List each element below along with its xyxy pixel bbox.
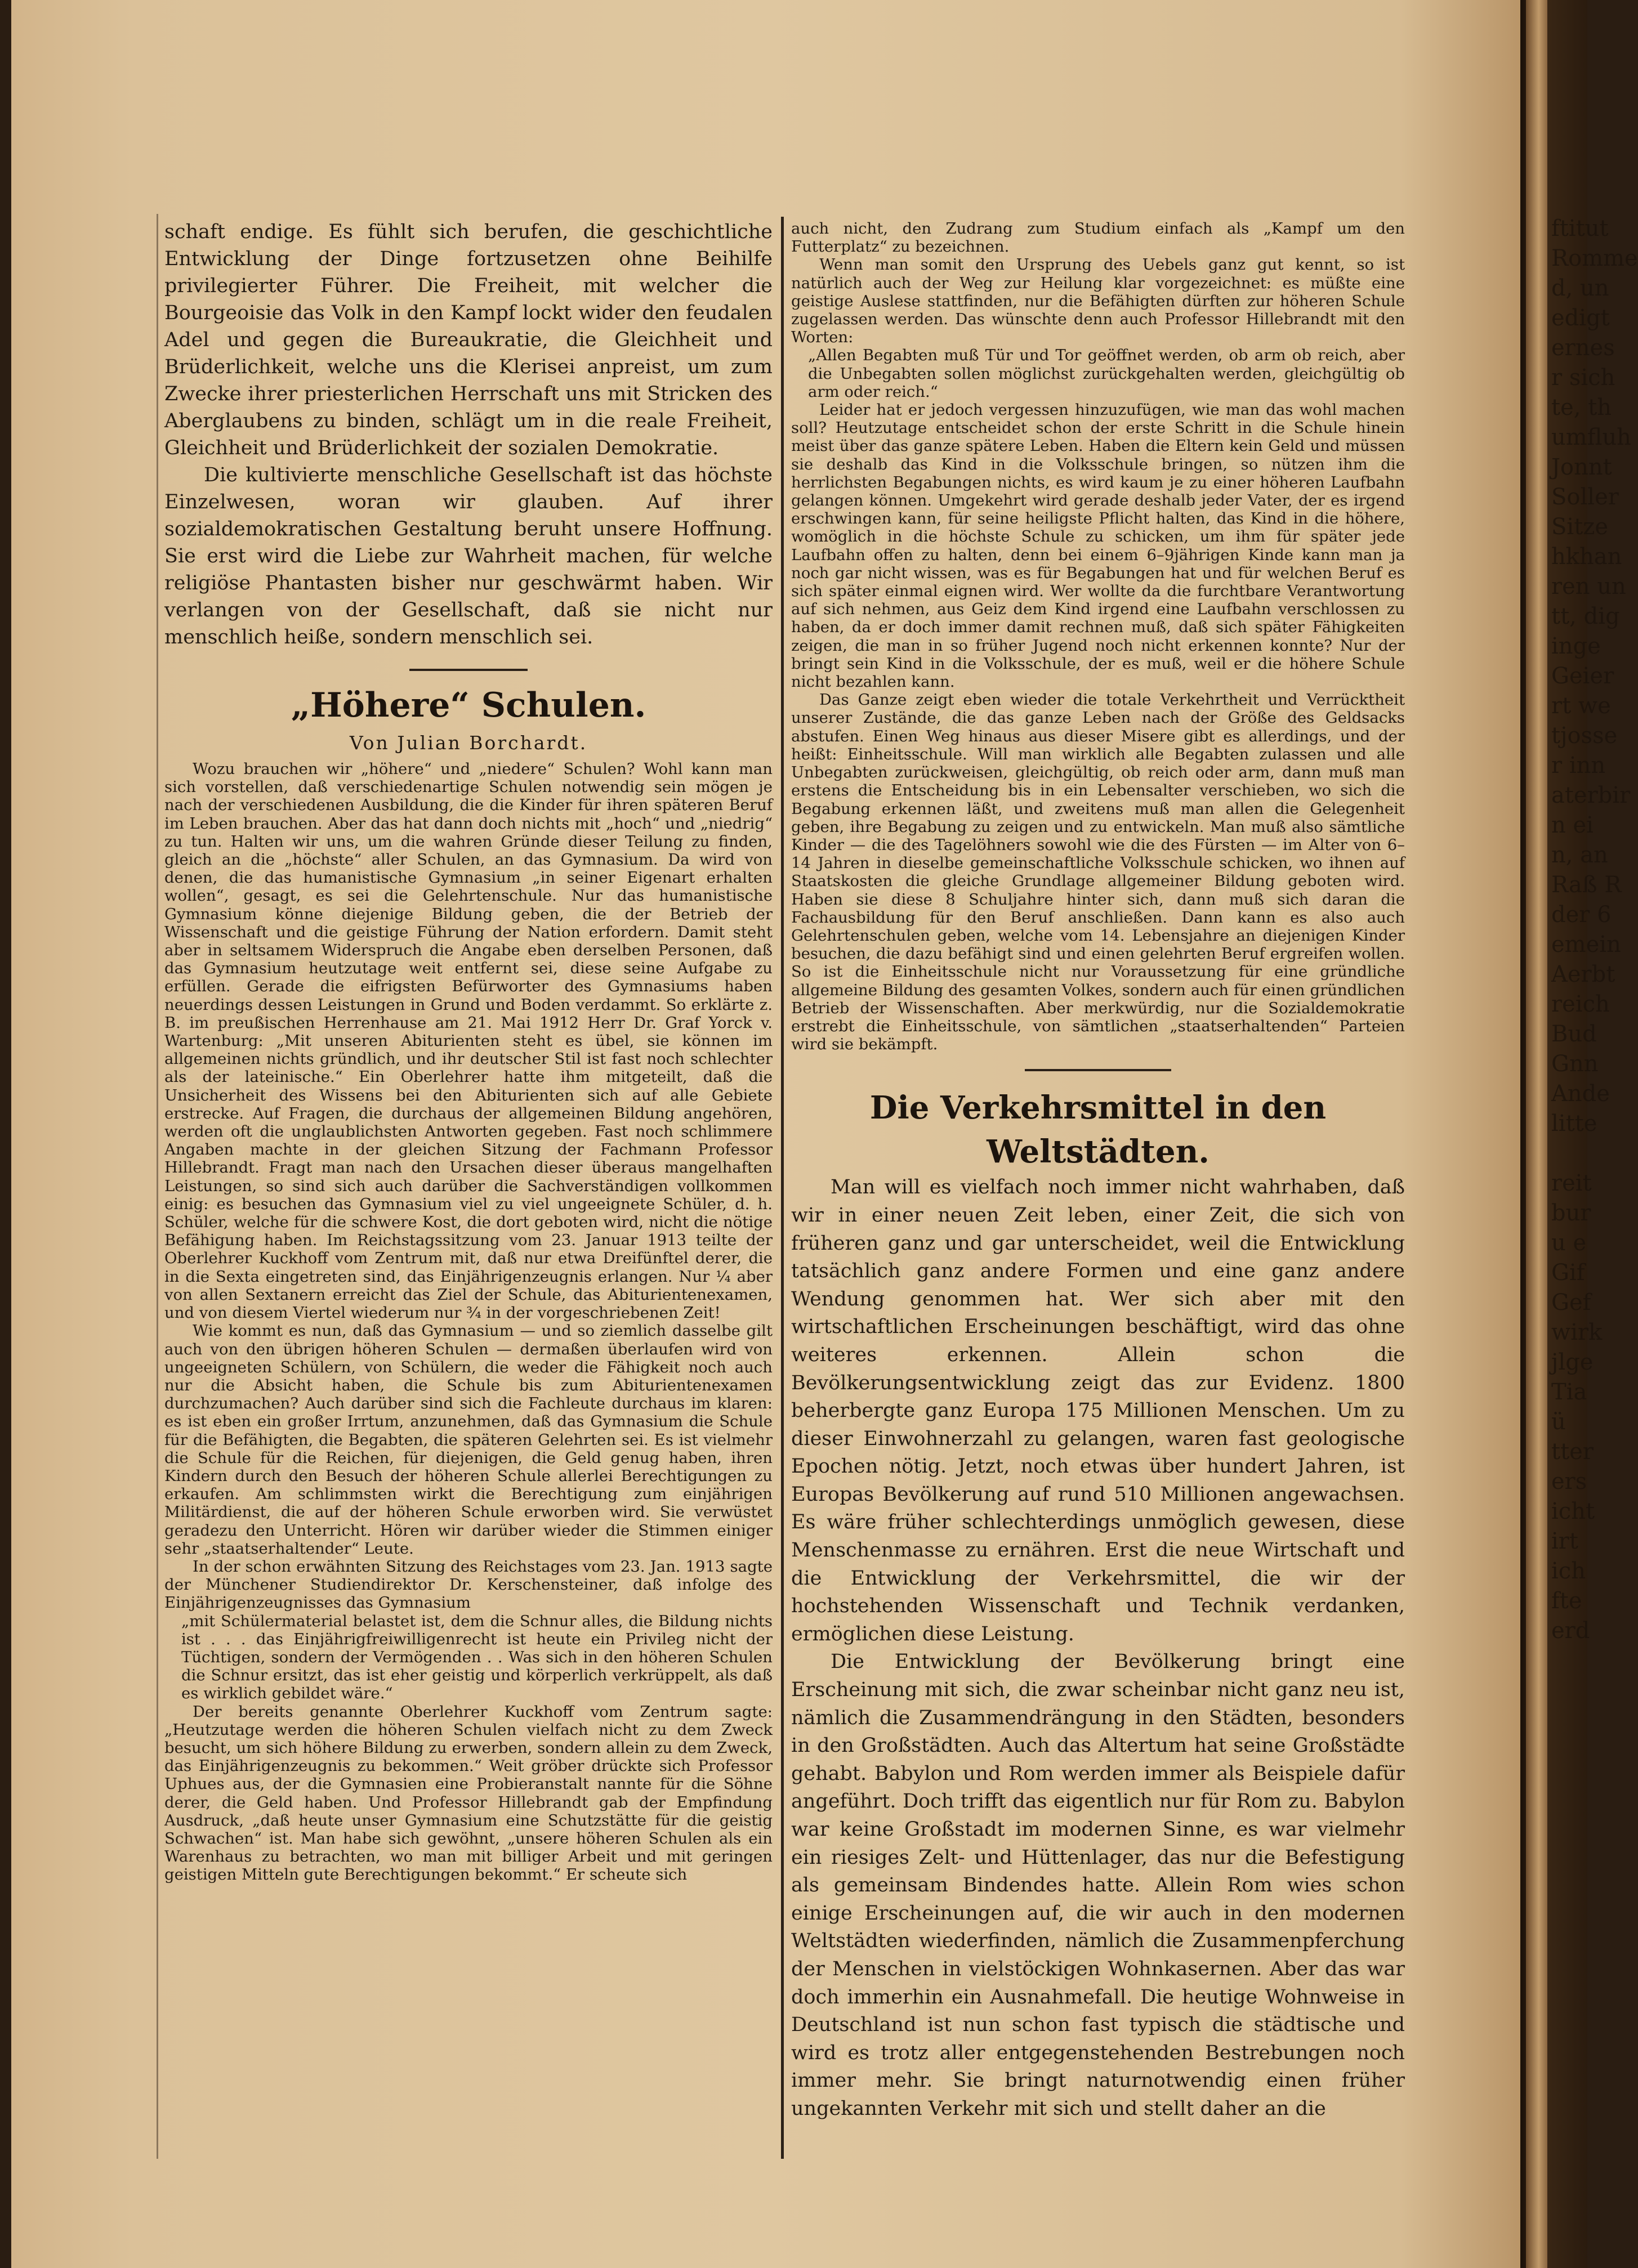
article-title-verkehrsmittel: Die Verkehrsmittel in den Weltstädten. xyxy=(869,1089,1327,1171)
spine-text-line: tt, dig xyxy=(1551,603,1620,629)
spine-text-line: Gif xyxy=(1551,1260,1585,1286)
article-byline: Von Julian Borchardt. xyxy=(349,732,588,754)
spine-text-line: bur xyxy=(1551,1200,1591,1226)
spine-text-line: Gef xyxy=(1551,1290,1591,1316)
spine-text-line: n ei xyxy=(1551,812,1594,838)
intro-text xyxy=(164,218,773,651)
spine-text-line: Raß R xyxy=(1551,872,1622,898)
spine-text-line xyxy=(1551,1139,1591,1169)
spine-text-line: tter xyxy=(1551,1439,1594,1465)
intro-paragraph-2: Die kultivierte menschliche Gesellschaft ist das höchste Einzelwesen, woran wir glauben. Auf ihrer sozialdemokratischen Gestaltung beruht unsere Hoffnung. Sie erst wird die Liebe zur Wahrheit machen, für welche religiöse Phantasten bisher nur geschwärmt haben. Wir verlangen von der Gesellschaft, daß sie nicht nur menschlich heiße, sondern menschlich sei. xyxy=(164,464,773,648)
article-paragraph: Leider hat er jedoch vergessen hinzuzufügen, wie man das wohl machen soll? Heutzutage entscheidet schon der erste Schritt in die Schule hinein meist über das ganze spätere Leben. Haben die Eltern kein Geld und müssen sie deshalb das Kind in die Volksschule bringen, so nützen ihm die herrlichsten Begabungen nichts, es wird kaum je zu einer höheren Laufbahn gelangen können. Umgekehrt wird gerade deshalb jeder Vater, der es irgend erschwingen kann, für seine heiligste Pflicht halten, das Kind in die höhere, womöglich in die höchste Schule zu schicken, um ihm für später jede Laufbahn offen zu halten, denn bei einem 6–9jährigen Kinde kann man ja noch gar nicht wissen, was es für Begabungen hat und für welchen Beruf es sich später einmal eignen wird. Wer wollte da die furchtbare Verantwortung auf sich nehmen, aus Geiz dem Kind irgend eine Laufbahn verschlossen zu haben, da er doch immer damit rechnen muß, daß sich später Fähigkeiten zeigen, die man in so früher Jugend noch nicht erkennen konnte? Nur der bringt sein Kind in die Volksschule, der es muß, weil er die höhere Schule nicht bezahlen kann. xyxy=(791,401,1405,691)
right-column xyxy=(791,220,1405,2123)
book-spine xyxy=(1520,0,1638,2268)
article-title-hoehere-schulen: „Höhere“ Schulen. xyxy=(291,686,646,725)
spine-text-line: jlge xyxy=(1551,1349,1594,1375)
page-edge xyxy=(1526,0,1547,2268)
intro-paragraph-1: schaft endige. Es fühlt sich berufen, die geschichtliche Entwicklung der Dinge fortzusetzen ohne Beihilfe privilegierter Führer. Die Freiheit, mit welcher die Bourgeoisie das Volk in den Kampf lockt wider den feudalen Adel und gegen die Bureaukratie, die Gleichheit und Brüderlichkeit, welche uns die Klerisei anpreist, um zum Zwecke ihrer priesterlichen Herrschaft uns mit Stricken des Aberglaubens zu binden, schlägt um in die reale Freiheit, Gleichheit und Brüderlichkeit der sozialen Demokratie. xyxy=(164,221,773,459)
spine-text-line: fte xyxy=(1551,1588,1582,1614)
spine-text-line: Tia xyxy=(1551,1379,1587,1405)
spine-text-line: Geier xyxy=(1551,663,1614,689)
article2-paragraph: Die Entwicklung der Bevölkerung bringt eine Erscheinung mit sich, die zwar scheinbar nicht ganz neu ist, nämlich die Zusammendrängung in den Städten, besonders in den Großstädten. Auch das Altertum hat seine Großstädte gehabt. Babylon und Rom werden immer als Beispiele dafür angeführt. Doch trifft das eigentlich nur für Rom zu. Babylon war keine Großstadt im modernen Sinne, es war vielmehr ein riesiges Zelt- und Hüttenlager, das nur die Befestigung als gemeinsam Bindendes hatte. Allein Rom wies schon einige Erscheinungen auf, die wir auch in den modernen Weltstädten wiederfinden, nämlich die Zusammenpferchung der Menschen in vielstöckigen Wohnkasernen. Aber das war doch immerhin ein Ausnahmefall. Die heutige Wohnweise in Deutschland ist nun schon fast typisch die städtische und wird es trotz aller entgegenstehenden Bestrebungen noch immer mehr. Sie bringt naturnotwendig einen früher ungekannten Verkehr mit sich und stellt daher an die xyxy=(791,1650,1405,2120)
spine-text-line: erd xyxy=(1551,1618,1590,1644)
article-paragraph: auch nicht, den Zudrang zum Studium einfach als „Kampf um den Futterplatz“ zu bezeichnen. xyxy=(791,220,1405,256)
article-paragraph: In der schon erwähnten Sitzung des Reichstages vom 23. Jan. 1913 sagte der Münchener Studiendirektor Dr. Kerschensteiner, daß infolge des Einjährigenzeugnisses das Gymnasium xyxy=(164,1557,773,1612)
spine-text-line: Romme xyxy=(1551,245,1638,271)
spine-text-line: inge xyxy=(1551,633,1601,659)
section-separator xyxy=(1025,1069,1171,1071)
spine-text-line: litte xyxy=(1551,1111,1597,1137)
spine-text-line: Aerbt xyxy=(1551,961,1615,987)
spine-text-line: emein xyxy=(1551,932,1621,958)
spine-text-line: ers xyxy=(1551,1469,1587,1495)
spine-text-line: ftitut xyxy=(1551,216,1609,241)
spine-text-line: rt we xyxy=(1551,693,1611,719)
spine-text-line: der 6 xyxy=(1551,902,1612,928)
spine-text-line: Bud xyxy=(1551,1021,1597,1047)
article-body-right xyxy=(791,220,1405,1053)
spine-text-line: Soller xyxy=(1551,484,1619,510)
article-paragraph: Wenn man somit den Ursprung des Uebels ganz gut kennt, so ist natürlich auch der Weg zur Heilung klar vorgezeichnet: es müßte eine geistige Auslese stattfinden, nur die Befähigten dürften zur höheren Schule zugelassen werden. Das wünschte denn auch Professor Hillebrandt mit den Worten: xyxy=(791,256,1405,347)
spine-text-line: r sich xyxy=(1551,365,1615,391)
spine-text-line: Sitze xyxy=(1551,514,1609,540)
article-paragraph: Wozu brauchen wir „höhere“ und „niedere“ Schulen? Wohl kann man sich vorstellen, daß verschiedenartige Schulen notwendig sein mögen je nach der verschiedenen Ausbildung, die die Kinder für ihren späteren Beruf im Leben brauchen. Aber das hat dann doch nichts mit „hoch“ und „niedrig“ zu tun. Halten wir uns, um die wahren Gründe dieser Teilung zu finden, gleich an die „höchste“ aller Schulen, an das Gymnasium. Da wird von denen, die das humanistische Gymnasium „in seiner Eigenart erhalten wollen“, gesagt, es sei die Gelehrtenschule. Nur das humanistische Gymnasium könne diejenige Bildung geben, die der Betrieb der Wissenschaft und die geistige Führung der Nation erfordern. Damit steht aber in seltsamem Widerspruch die Angabe eben derselben Personen, daß das Gymnasium heutzutage weit entfernt sei, diese seine Aufgabe zu erfüllen. Gerade die eifrigsten Befürworter des Gymnasiums haben neuerdings dessen Leistungen in Grund und Boden verdammt. So erklärte z. B. im preußischen Herrenhause am 21. Mai 1912 Herr Dr. Graf Yorck v. Wartenburg: „Mit unseren Abiturienten steht es übel, sie können im allgemeinen nichts gründlich, und ihr deutscher Stil ist fast noch schlechter als der lateinische.“ Ein Oberlehrer hatte ihm mitgeteilt, daß die Unsicherheit des Wissens bei den Abiturienten sich auf alle Gebiete erstrecke. Auf Fragen, die durchaus der allgemeinen Bildung angehören, werden oft die unglaublichsten Antworten gegeben. Fast noch schlimmere Angaben machte in der gleichen Sitzung der Fachmann Professor Hillebrandt. Fragt man nach den Ursachen dieser überaus mangelhaften Leistungen, so sind sich auch darüber die Sachverständigen vollkommen einig: es besuchen das Gymnasium viel zu viel ungeeignete Schüler, d. h. Schüler, welche für die schwere Kost, die dort geboten wird, nicht die nötige Befähigung haben. Im Reichstagssitzung vom 23. Januar 1913 teilte der Oberlehrer Kuckhoff vom Zentrum mit, daß nur etwa Dreifünftel derer, die in die Sexta eingetreten sind, das Einjährigenzeugnis erlangen. Nur ¼ aber von allen Sextanern erreicht das Ziel der Schule, das Abiturientenexamen, und von diesem Viertel wiederum nur ¾ in der vorgeschriebenen Zeit! xyxy=(164,760,773,1322)
spine-text-line: reit xyxy=(1551,1170,1592,1196)
spine-text-line: hkhan xyxy=(1551,544,1622,570)
article-paragraph: Das Ganze zeigt eben wieder die totale Verkehrtheit und Verrücktheit unserer Zustände, die das ganze Leben nach der Größe des Geldsacks abstufen. Einen Weg hinaus aus dieser Misere gibt es allerdings, und der heißt: Einheitsschule. Will man wirklich alle Begabten zulassen und alle Unbegabten zurückweisen, gleichgültig, ob reich oder arm, dann muß man erstens die Entscheidung bis in ein Lebensalter verschieben, wo sich die Begabung erkennen läßt, und zweitens muß man allen die Gelegenheit geben, ihre Begabung zu zeigen und zu entwickeln. Man muß also sämtliche Kinder — die des Tagelöhners sowohl wie die des Fürsten — im Alter von 6–14 Jahren in dieselbe gemeinschaftliche Volksschule schicken, wo ihnen auf Staatskosten die gleiche Grundlage allgemeiner Bildung geboten wird. Haben sie diese 8 Schuljahre hinter sich, dann muß sich daran die Fachausbildung für den Beruf anschließen. Dann kann es also auch Gelehrtenschulen geben, welche vom 14. Lebensjahre an diejenigen Kinder besuchen, die dazu befähigt sind und einen gelehrten Beruf ergreifen wollen. So ist die Einheitsschule nicht nur Voraussetzung für eine gründliche allgemeine Bildung des gesamten Volkes, sondern auch für einen gründlichen Betrieb der Wissenschaften. Aber merkwürdig, nur die Sozialdemokratie erstrebt die Einheitsschule, von sämtlichen „staatserhaltenden“ Parteien wird sie bekämpft. xyxy=(791,691,1405,1054)
spine-text-line: n, an xyxy=(1551,842,1608,868)
spine-text-line: icht xyxy=(1551,1498,1595,1524)
spine-text-line: d, un xyxy=(1551,275,1609,301)
spine-text-line: ren un xyxy=(1551,574,1626,600)
article2-paragraph: Man will es vielfach noch immer nicht wahrhaben, daß wir in einer neuen Zeit leben, einer Zeit, die sich von früheren ganz und gar unterscheidet, weil die Entwicklung tatsächlich ganz andere Formen und eine ganz andere Wendung genommen hat. Wer sich aber mit den wirtschaftlichen Erscheinungen beschäftigt, wird das ohne weiteres erkennen. Allein schon die Bevölkerungsentwicklung zeigt das zur Evidenz. 1800 beherbergte ganz Europa 175 Millionen Menschen. Um zu dieser Einwohnerzahl zu gelangen, waren fast geologische Epochen nötig. Jetzt, noch etwas über hundert Jahren, ist Europas Bevölkerung auf rund 510 Millionen angewachsen. Es wäre früher schlechterdings unmöglich gewesen, diese Menschenmasse zu ernähren. Erst die neue Wirtschaft und die Entwicklung der Verkehrsmittel, die wir der hochstehenden Wissenschaft und Technik verdanken, ermöglichen diese Leistung. xyxy=(791,1176,1405,1645)
article-paragraph: Wie kommt es nun, daß das Gymnasium — und so ziemlich dasselbe gilt auch von den übrigen höheren Schulen — dermaßen überlaufen wird von ungeeigneten Schülern, von Schülern, die weder die Fähigkeit noch auch nur die Absicht haben, die Schule bis zum Abiturientenexamen durchzumachen? Auch darüber sind sich die Fachleute durchaus im klaren: es ist eben ein großer Irrtum, anzunehmen, daß das Gymnasium die Schule für die Befähigten, die Begabten, die späteren Gelehrten sei. Es ist vielmehr die Schule für die Reichen, für diejenigen, die Geld genug haben, ihren Kindern durch den Besuch der höheren Schule allerlei Berechtigungen zu erkaufen. Am schlimmsten wirkt die Berechtigung zum einjährigen Militärdienst, die auf der höheren Schule erworben wird. Sie verwüstet geradezu den Unterricht. Hören wir darüber wieder die Stimmen einiger sehr „staatserhaltender“ Leute. xyxy=(164,1322,773,1558)
left-column xyxy=(164,218,773,1884)
column-divider xyxy=(781,217,784,2159)
spine-text-line: reich xyxy=(1551,991,1610,1017)
spine-text-line: umfluh xyxy=(1551,424,1631,450)
spine-text-line: Gnn xyxy=(1551,1051,1599,1077)
spine-text-line: ü xyxy=(1551,1409,1566,1435)
article-quote: „Allen Begabten muß Tür und Tor geöffnet werden, ob arm ob reich, aber die Unbegabten sollen möglichst zurückgehalten werden, gleichgültig ob arm oder reich.“ xyxy=(808,346,1405,401)
spine-text-line: ernes xyxy=(1551,335,1615,361)
spine-text-line: edigt xyxy=(1551,305,1610,331)
spine-text-line: Ande xyxy=(1551,1081,1610,1107)
spine-text-line: Jonnt xyxy=(1551,454,1612,480)
left-margin-rule xyxy=(157,214,158,2159)
spine-text-line: wirk xyxy=(1551,1319,1603,1345)
next-page-fragment-text xyxy=(1551,214,1638,1646)
spine-text-line: aterbir xyxy=(1551,782,1631,808)
spine-text-line: ich xyxy=(1551,1558,1586,1584)
newspaper-page xyxy=(11,0,1520,2268)
article-quote: „mit Schülermaterial belastet ist, dem die Schnur alles, die Bildung nichts ist . . . das Einjährigfreiwilligenrecht ist heute ein Privileg nicht der Tüchtigen, sondern der Vermögenden . . Was sich in den höheren Schulen die Schnur ersitzt, das ist eher geistig und körperlich verkrüppelt, als daß es wirklich gebildet wäre.“ xyxy=(181,1612,773,1703)
article-paragraph: Der bereits genannte Oberlehrer Kuckhoff vom Zentrum sagte: „Heutzutage werden die höheren Schulen vielfach nicht zu dem Zweck besucht, um sich höhere Bildung zu erwerben, sondern allein zu dem Zweck, das Einjährigenzeugnis zu bekommen.“ Weit gröber drückte sich Professor Uphues aus, der die Gymnasien eine Probieranstalt nannte für die Söhne derer, die Geld haben. Und Professor Hillebrandt gab der Empfindung Ausdruck, „daß heute unser Gymnasium eine Schutzstätte für die geistig Schwachen“ ist. Man habe sich gewöhnt, „unsere höheren Schulen als ein Warenhaus zu betrachten, wo man mit billiger Arbeit und mit geringen geistigen Mitteln gute Berechtigungen bekommt.“ Er scheute sich xyxy=(164,1702,773,1884)
spine-text-line: te, th xyxy=(1551,395,1612,421)
spine-text-line: u e xyxy=(1551,1230,1587,1256)
section-separator xyxy=(409,669,528,671)
spine-text-line: irt xyxy=(1551,1528,1578,1554)
spine-text-line: r inn xyxy=(1551,753,1606,779)
spine-text-line: tjosse xyxy=(1551,723,1618,749)
article2-body xyxy=(791,1174,1405,2123)
article-body-left xyxy=(164,760,773,1884)
